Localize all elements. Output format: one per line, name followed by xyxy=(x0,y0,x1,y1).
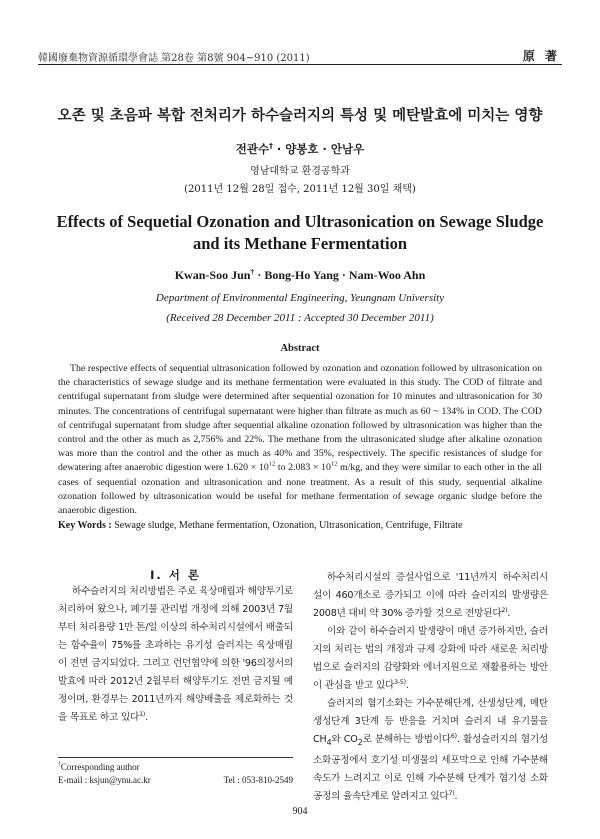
corresponding-mark: † xyxy=(269,141,273,151)
right-column xyxy=(313,569,548,806)
intro-paragraph-3 xyxy=(313,623,548,695)
footnote-label: Corresponding author xyxy=(60,762,140,772)
corresponding-author-footnote xyxy=(58,761,293,786)
abstract-exponent-2: 12 xyxy=(330,461,338,469)
korean-author-first: 전관수 xyxy=(235,142,270,156)
footnote-label-line xyxy=(58,761,293,774)
english-affiliation: Department of Environmental Engineering, Yeungnam University xyxy=(155,292,445,304)
intro-text: 하수슬러지의 처리방법은 주로 육상매립과 해양투기로 처리하여 왔으나, 폐기물 관리법 개정에 의해 2003년 7월부터 처리용량 1만 톤/일 이상의 하수처리시설에서 배출되는 함수율이 75%를 초과하는 유기성 슬러지는 육상매립이 전면 금지되었다. 그리고 런던협약에 의한 '96의정서의 발효에 따라 2012년 2월부터 해양투기도 전면 금지될 예정이며, 환경부는 2011년까지 해양배출을 제로화하는 것을 목표로 하고 있다 xyxy=(58,586,293,723)
abstract-body xyxy=(58,362,542,518)
footnote-divider xyxy=(58,757,293,758)
article-type-label: 原 著 xyxy=(522,49,560,63)
footnote-mark: † xyxy=(58,762,61,768)
citation-ref: 1) xyxy=(139,710,146,718)
keywords-list: Sewage sludge, Methane fermentation, Ozonation, Ultrasonication, Centrifuge, Filtrate xyxy=(111,520,463,531)
abstract-text-b: to 2.083 × 10 xyxy=(275,462,331,474)
korean-dates: (2011년 12월 28일 접수, 2011년 12월 30일 채택) xyxy=(184,184,416,195)
intro-text-4c: 로 분해하는 방법이다 xyxy=(362,734,451,745)
sentence-end: . xyxy=(405,680,409,691)
korean-title: 오존 및 초음파 복합 전처리가 하수슬러지의 특성 및 메탄발효에 미치는 영향 xyxy=(57,108,543,124)
english-corresponding-mark: † xyxy=(250,267,255,276)
sentence-end: . xyxy=(145,712,148,723)
english-title xyxy=(0,211,600,255)
sentence-end: . xyxy=(507,608,511,619)
english-author-rest: · Bong-Ho Yang · Nam-Woo Ahn xyxy=(254,268,426,282)
citation-ref: 6) xyxy=(450,732,457,740)
journal-citation: 韓國廢棄物資源循環學會誌 第28卷 第8號 904~910 (2011) xyxy=(38,53,310,64)
abstract-exponent-1: 12 xyxy=(268,461,276,469)
intro-paragraph-4 xyxy=(313,695,548,806)
intro-text-4d: . 활성슬러지의 혐기성 소화공정에서 호기성 미생물의 세포막으로 인해 가수분해 속도가 느려지고 이로 인해 가수분해 단계가 혐기성 소화공정의 율속단계로 알려지고 있다 xyxy=(313,734,548,802)
section-heading-introduction: I. 서 론 xyxy=(150,568,201,582)
intro-text-3: 이와 같이 하수슬러지 발생량이 매년 증가하지만, 슬러지의 처리는 법의 개정과 규제 강화에 따라 새로운 처리방법으로 슬러지의 감량화와 에너지원으로 재활용하는 방안이 관심을 받고 있다 xyxy=(313,626,548,691)
abstract-text-c: m/kg, and they were similar to each other in the all cases of sequential ozonation and ultrasonication and none treatment. As a result of this study, sequential alkaline ozonation followed by ultrasonication would be useful for methane fermentation of sewage organic sludge before the anaerobic digestion. xyxy=(58,462,542,517)
page-number: 904 xyxy=(292,806,308,817)
keywords-label: Key Words : xyxy=(58,520,112,531)
english-dates: (Received 28 December 2011 : Accepted 30 December 2011) xyxy=(166,312,434,324)
keywords xyxy=(58,520,542,531)
intro-text-2: 하수처리시설의 증설사업으로 '11년까지 하수처리시설이 460개소로 증가되고 이에 따라 슬러지의 발생량은 2008년 대비 약 30% 증가할 것으로 전망된다 xyxy=(313,572,548,619)
citation-ref: 2) xyxy=(501,606,508,614)
intro-paragraph-2 xyxy=(313,569,548,623)
abstract-heading: Abstract xyxy=(280,343,320,354)
english-authors xyxy=(0,268,600,283)
intro-text-4a: 슬러지의 혐기소화는 가수분해단계, 산생성단계, 메탄생성단계 3단계 등 반응을 거치며 슬러지 내 유기물을 CH xyxy=(313,698,548,745)
korean-author-rest: · 양봉호 · 안남우 xyxy=(272,142,365,156)
footnote-tel: Tel : 053-810-2549 xyxy=(223,774,293,785)
footnote-email: E-mail : ksjun@ynu.ac.kr xyxy=(58,774,151,785)
running-header xyxy=(38,48,562,65)
english-author-first: Kwan-Soo Jun xyxy=(174,268,251,282)
subscript: 4 xyxy=(326,737,332,747)
abstract-paragraph xyxy=(58,362,542,518)
english-title-line1: Effects of Sequetial Ozonation and Ultrasonication on Sewage Sludge xyxy=(56,212,544,231)
subscript: 2 xyxy=(357,737,363,747)
left-column xyxy=(58,583,293,727)
korean-authors xyxy=(0,141,600,157)
abstract-text-a: The respective effects of sequential ultrasonication followed by ozonation and ozonation followed by ultrasonication on the characteristics of sewage sludge and its methane fermentation were evaluated in this study. The COD of filtrate and centrifugal supernatant from sludge were determined after sequential ozonation for 10 minutes and ultrasonication for 30 minutes. The concentrations of centrifugal supernatant were higher than filtrate as much as 60 ~ 134% in COD. The COD of centrifugal supernatant from sludge after sequential alkaline ozonation followed by ultrasonication was higher than the control and the other as much as 2,756% and 22%. The methane from the ultrasonicated sludge after alkaline ozonation was more than the control and the other as much as 40% and 35%, respectively. The specific resistances of sludge for dewatering after anaerobic digestion were 1.620 × 10 xyxy=(58,363,542,474)
korean-affiliation: 영남대학교 환경공학과 xyxy=(250,166,350,177)
citation-ref: 7) xyxy=(448,789,455,797)
citation-ref: 3-5) xyxy=(394,678,406,686)
sentence-end: . xyxy=(454,790,458,802)
intro-text-4b: 와 CO xyxy=(331,734,358,745)
english-title-line2: and its Methane Fermentation xyxy=(192,234,408,253)
intro-paragraph-1 xyxy=(58,583,293,727)
